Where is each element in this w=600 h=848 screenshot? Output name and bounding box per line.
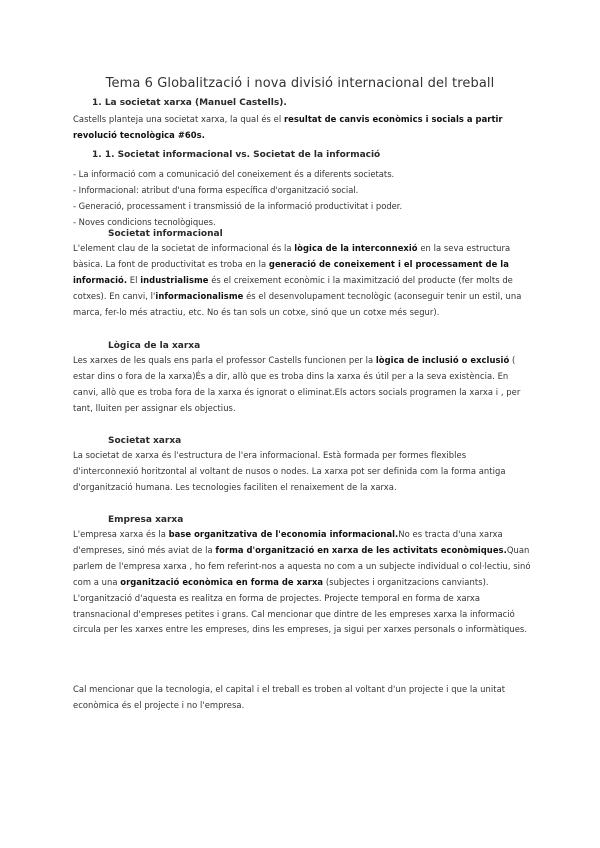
text: El — [127, 274, 141, 285]
text: ( estar dins o fora de la xarxa)És a dir, allò que es troba dins la xarxa és útil per a la seva existència. En canvi, allò que es troba fora de la xarxa és ignorat o eliminat.Els actors socials programen la xarxa i , per tant, lluiten per assignar els objectius. — [73, 355, 521, 413]
page-title: Tema 6 Globalització i nova divisió internacional del treball — [105, 76, 495, 91]
list-item: - La informació com a comunicació del coneixement és a diferents societats. — [73, 169, 395, 179]
section-heading-1: 1. La societat xarxa (Manuel Castells). — [92, 98, 287, 108]
bold-text: generació de coneixement i el processament de la informació. — [73, 258, 509, 285]
text: No es tracta d'una xarxa d'empreses, sinó més aviat de la — [73, 529, 503, 555]
paragraph-final: Cal mencionar que la tecnologia, el capital i el treball es troben al voltant d'un projecte i que la unitat econòmica és el projecte i no l'empresa. — [73, 684, 506, 710]
bullet-list — [73, 167, 533, 231]
bold-text: informacionalisme — [155, 290, 244, 301]
section-heading-1-1: 1. 1. Societat informacional vs. Societat de la informació — [92, 150, 381, 160]
bold-text: forma d'organització en xarxa de les activitats econòmiques. — [215, 544, 507, 555]
subheading-informacional: Societat informacional — [108, 229, 223, 239]
bold-text: industrialisme — [140, 274, 209, 285]
text: L'element clau de la societat de informacional és la — [73, 243, 295, 253]
intro-paragraph — [73, 112, 533, 144]
paragraph-logica — [73, 353, 533, 417]
bold-text: lògica de la interconnexió — [294, 243, 418, 253]
bold-text: organització econòmica en forma de xarxa — [120, 576, 324, 587]
paragraph-xarxa: La societat de xarxa és l'estructura de l'era informacional. Està formada per formes flexibles d'interconnexió horitzontal al voltant de nusos o nodes. La xarxa pot ser definida com la forma antiga d'organització humana. Les tecnologies faciliten el renaixement de la xarxa. — [73, 450, 506, 492]
bold-text: base organitzativa de l'economia informacional. — [168, 529, 399, 539]
list-item: - Generació, processament i transmissió de la informació productivitat i poder. — [73, 200, 403, 211]
text: L'empresa xarxa és la — [73, 529, 169, 539]
intro-text: Castells planteja una societat xarxa, la qual és el — [73, 114, 284, 124]
list-item: - Informacional: atribut d'una forma específica d'organització social. — [73, 184, 359, 195]
subheading-empresa: Empresa xarxa — [108, 515, 184, 525]
subheading-logica: Lògica de la xarxa — [108, 341, 201, 351]
paragraph-empresa — [73, 527, 533, 638]
list-item: - Noves condicions tecnològiques. — [73, 216, 216, 227]
intro-bold: resultat de canvis econòmics i socials a partir revolució tecnològica #60s. — [73, 114, 503, 140]
bold-text: lògica de inclusió o exclusió — [375, 355, 510, 365]
text: és el creixement econòmic i la maximització del producte (fer molts de cotxes). En canvi, l' — [73, 274, 513, 301]
text: en la seva estructura bàsica. La font de productivitat es troba en la — [73, 243, 511, 269]
text: Quan parlem de l'empresa xarxa , ho fem referint-nos a aquesta no com a un subjecte individual o col·lectiu, sinó com a una — [73, 544, 531, 587]
text: (subjectes i organitzacions canviants). L'organització d'aquesta es realitza en forma de projectes. Projecte temporal en forma de xarxa transnacional d'empreses petites i grans. Cal mencionar que dintre de les empreses xarxa la informació circula per les xarxes entre les empreses, dins les empreses, ja sigui per xarxes personals o informàtiques. — [73, 576, 528, 635]
paragraph-informacional — [73, 241, 533, 321]
text: és el desenvolupament tecnològic (aconseguir tenir un estil, una marca, fer-lo més atractiu, etc. No és tan sols un cotxe, sinó que un cotxe més segur). — [73, 290, 522, 317]
text: Les xarxes de les quals ens parla el professor Castells funcionen per la — [73, 355, 376, 365]
subheading-xarxa: Societat xarxa — [108, 436, 182, 446]
